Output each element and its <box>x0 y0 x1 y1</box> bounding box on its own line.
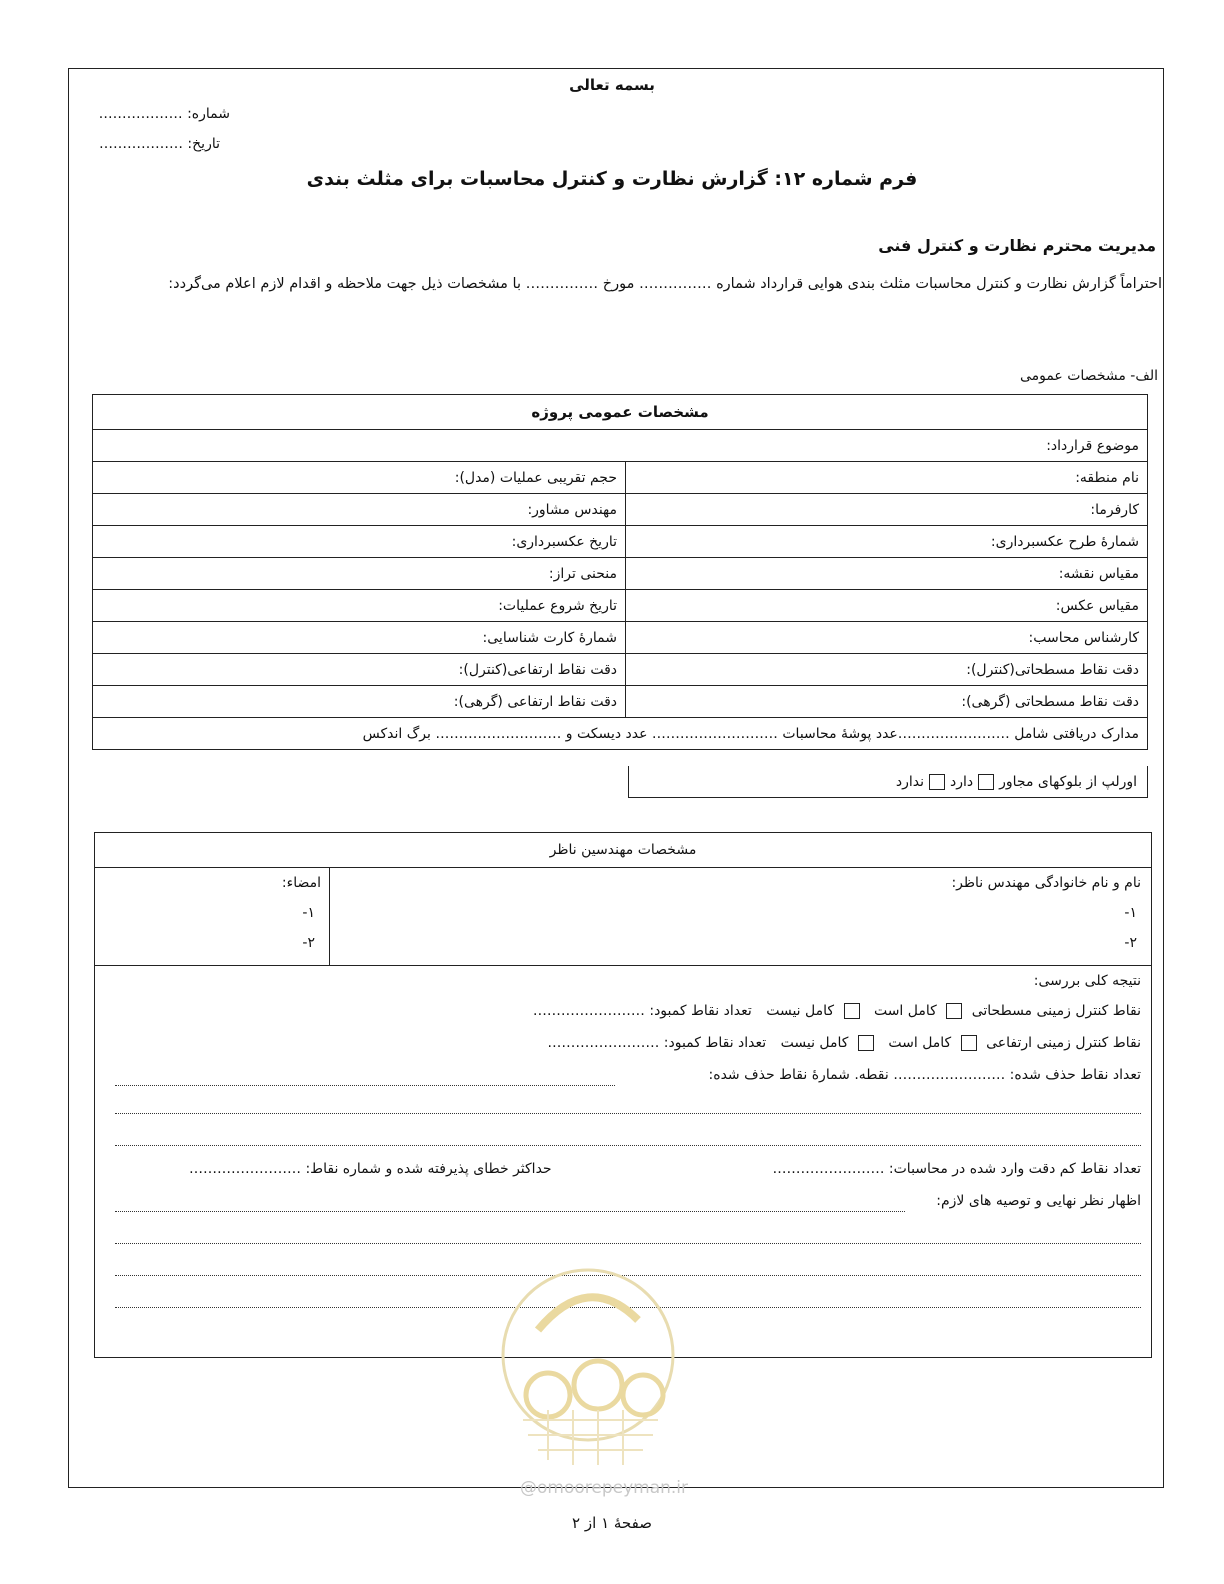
table-row <box>93 558 1148 590</box>
table-row <box>93 654 1148 686</box>
cell-right: دقت نقاط مسطحاتی (گرهی): <box>626 686 1148 718</box>
date-field: تاریخ: ……………… <box>98 136 220 152</box>
review-result-area <box>95 965 1151 966</box>
final-opinion: اظهار نظر نهایی و توصیه های لازم: <box>936 1193 1141 1209</box>
overlap-yes-checkbox[interactable] <box>978 774 994 790</box>
altimetric-row <box>547 1035 1141 1051</box>
complete-label: کامل است <box>873 1003 937 1019</box>
altimetric-label: نقاط کنترل زمینی ارتفاعی <box>986 1035 1141 1051</box>
table-row <box>93 590 1148 622</box>
overlap-no-label: ندارد <box>895 773 925 790</box>
general-specs-table <box>92 394 1148 750</box>
planimetric-row <box>533 1003 1141 1019</box>
altimetric-incomplete-checkbox[interactable] <box>858 1035 874 1051</box>
table-row <box>93 526 1148 558</box>
table-title: مشخصات عمومی پروژه <box>93 395 1148 430</box>
cell-right: دقت نقاط مسطحاتی(کنترل): <box>626 654 1148 686</box>
table-row <box>93 462 1148 494</box>
cell-left: تاریخ عکسبرداری: <box>93 526 626 558</box>
overlap-no-checkbox[interactable] <box>929 774 945 790</box>
deleted-points: تعداد نقاط حذف شده: …………………… نقطه. شمارهٔ نقاط حذف شده: <box>708 1067 1141 1083</box>
received-documents: مدارک دریافتی شامل ……………………عدد پوشهٔ محاسبات ……………………… عدد دیسکت و ……………………… برگ اندکس <box>93 718 1148 750</box>
dotted-line <box>115 1211 905 1212</box>
signature-label: امضاء: <box>281 875 321 891</box>
low-accuracy-points: تعداد نقاط کم دقت وارد شده در محاسبات: …………………… <box>772 1161 1141 1177</box>
altimetric-complete-checkbox[interactable] <box>961 1035 977 1051</box>
planimetric-shortage: تعداد نقاط کمبود: …………………… <box>532 1003 752 1019</box>
cell-right: شمارهٔ طرح عکسبرداری: <box>626 526 1148 558</box>
supervisor-item-1: ۱- <box>1124 905 1137 921</box>
cell-left: تاریخ شروع عملیات: <box>93 590 626 622</box>
watermark-text: @omoorepeyman.ir <box>520 1478 689 1498</box>
table-row <box>93 622 1148 654</box>
dotted-line <box>115 1085 615 1086</box>
dotted-line <box>115 1113 1141 1114</box>
cell-right: نام منطقه: <box>626 462 1148 494</box>
signature-item-2: ۲- <box>302 935 315 951</box>
basmala: بسمه تعالی <box>569 76 655 94</box>
planimetric-label: نقاط کنترل زمینی مسطحاتی <box>971 1003 1141 1019</box>
supervisors-title: مشخصات مهندسین ناظر <box>95 833 1151 868</box>
planimetric-complete-checkbox[interactable] <box>946 1003 962 1019</box>
planimetric-incomplete-checkbox[interactable] <box>844 1003 860 1019</box>
signature-item-1: ۱- <box>302 905 315 921</box>
page-number: صفحهٔ ۱ از ۲ <box>572 1514 652 1532</box>
supervisor-item-2: ۲- <box>1124 935 1137 951</box>
cell-left: دقت نقاط ارتفاعی(کنترل): <box>93 654 626 686</box>
complete-label: کامل است <box>888 1035 952 1051</box>
table-row <box>93 494 1148 526</box>
supervisor-name-label: نام و نام خانوادگی مهندس ناظر: <box>951 875 1141 891</box>
cell-left: شمارهٔ کارت شناسایی: <box>93 622 626 654</box>
dotted-line <box>115 1145 1141 1146</box>
overlap-label: اورلپ از بلوکهای مجاور <box>999 773 1137 790</box>
number-field: شماره: ……………… <box>98 106 230 122</box>
cell-right: مقیاس نقشه: <box>626 558 1148 590</box>
column-divider <box>329 867 330 965</box>
section-a-title: الف- مشخصات عمومی <box>1019 368 1158 384</box>
incomplete-label: کامل نیست <box>780 1035 849 1051</box>
cell-left: مهندس مشاور: <box>93 494 626 526</box>
cell-right: کارفرما: <box>626 494 1148 526</box>
intro-paragraph: احتراماً گزارش نظارت و کنترل محاسبات مثلث بندی هوایی قرارداد شماره …………… مورخ …………… با مشخصات ذیل جهت ملاحظه و اقدام لازم اعلام می‌گردد: <box>168 276 1162 292</box>
table-row <box>93 686 1148 718</box>
dotted-line <box>115 1243 1141 1244</box>
cell-right: مقیاس عکس: <box>626 590 1148 622</box>
cell-left: دقت نقاط ارتفاعی (گرهی): <box>93 686 626 718</box>
contract-subject: موضوع قرارداد: <box>93 430 1148 462</box>
addressee: مدیریت محترم نظارت و کنترل فنی <box>878 236 1156 255</box>
watermark-seal <box>498 1260 678 1470</box>
result-title: نتیجه کلی بررسی: <box>1033 973 1141 989</box>
max-error: حداکثر خطای پذیرفته شده و شماره نقاط: …………………… <box>189 1161 552 1177</box>
overlap-row <box>628 766 1148 798</box>
cell-right: کارشناس محاسب: <box>626 622 1148 654</box>
altimetric-shortage: تعداد نقاط کمبود: …………………… <box>547 1035 767 1051</box>
cell-left: حجم تقریبی عملیات (مدل): <box>93 462 626 494</box>
cell-left: منحنی تراز: <box>93 558 626 590</box>
incomplete-label: کامل نیست <box>766 1003 835 1019</box>
form-title: فرم شماره ۱۲: گزارش نظارت و کنترل محاسبات برای مثلث بندی <box>306 168 918 190</box>
overlap-yes-label: دارد <box>950 773 974 790</box>
